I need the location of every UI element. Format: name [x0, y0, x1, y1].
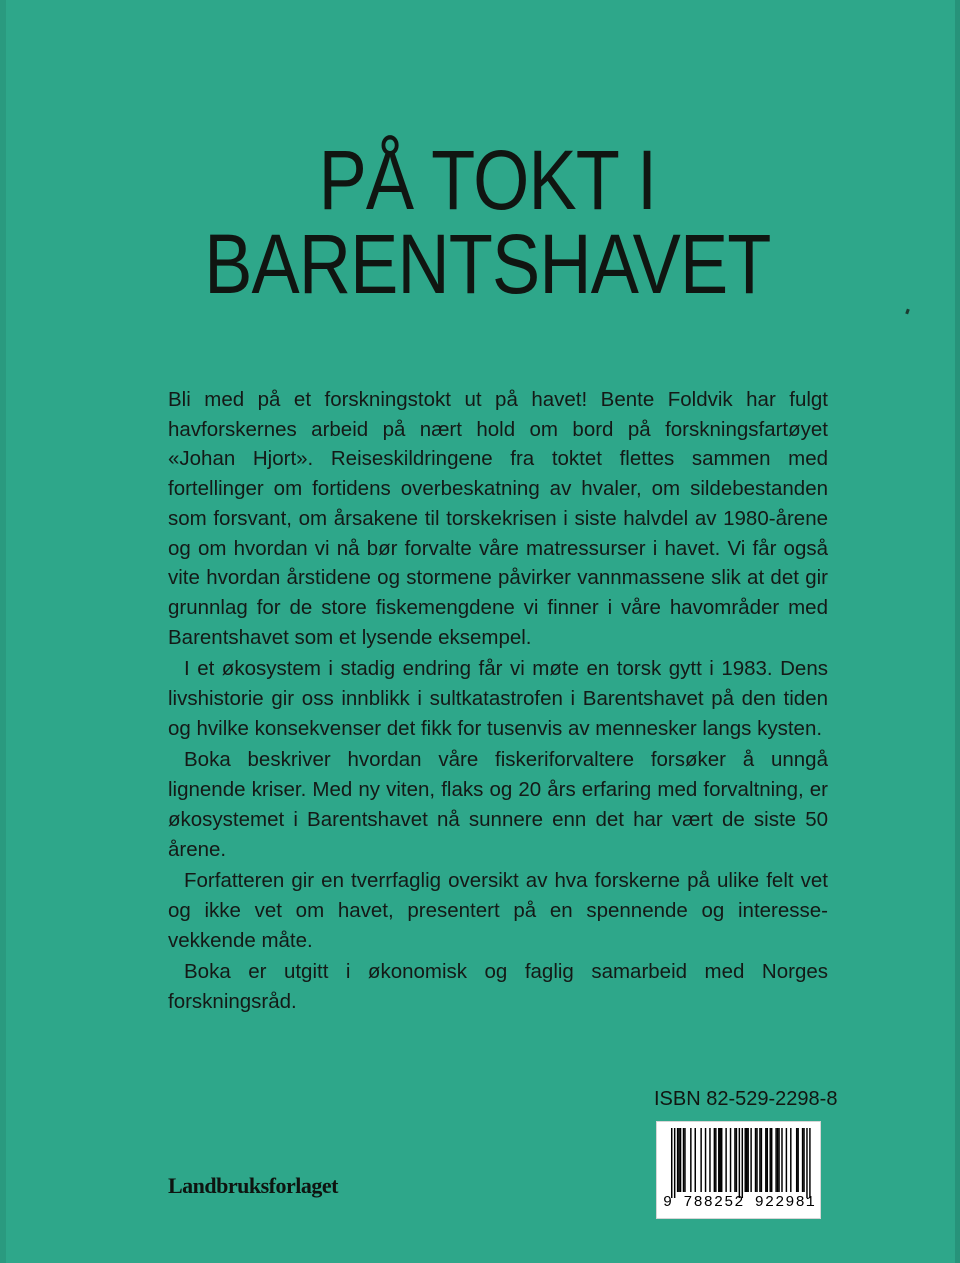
blurb-paragraph-3: Boka beskriver hvordan våre fiskeriforvaltere forsøker å unngå lignende kriser. Med ny viten, flaks og 20 års erfaring med forvaltning, er økosystemet i Barentshavet nå sunnere enn det har vært de siste 50 årene. [168, 748, 828, 861]
barcode-bar [769, 1128, 770, 1192]
barcode-bar [714, 1128, 715, 1192]
barcode-bar [777, 1128, 778, 1192]
barcode-bar [736, 1128, 737, 1192]
blurb-paragraph-4: Forfatteren gir en tverrfaglig oversikt av hva forskerne på ulike felt vet og ikke vet om havet, presentert på en spennende og interessevekkende måte. [168, 869, 828, 952]
barcode-bar [730, 1128, 731, 1192]
barcode-bar [765, 1128, 766, 1192]
blurb-paragraph-5: Boka er utgitt i økonomisk og faglig samarbeid med Norges forskningsråd. [168, 960, 828, 1014]
barcode-bar [690, 1128, 691, 1192]
title-line-1: PÅ TOKT I [318, 133, 657, 227]
publisher-logo: Landbruksforlaget [168, 1173, 338, 1198]
barcode-bar [767, 1128, 768, 1192]
isbn-number: ISBN 82-529-2298-8 [654, 1088, 838, 1110]
barcode-bar [705, 1128, 706, 1192]
barcode-bar [684, 1128, 685, 1192]
barcode-bar [677, 1128, 678, 1192]
barcode-bar [755, 1128, 756, 1192]
barcode-bar [746, 1128, 747, 1192]
barcode [656, 1121, 821, 1219]
print-speck [905, 309, 910, 315]
barcode-bar [734, 1128, 735, 1192]
barcode-bar [715, 1128, 716, 1192]
barcode-bar [709, 1128, 710, 1192]
barcode-bar [678, 1128, 679, 1192]
blurb-text [168, 385, 828, 1017]
barcode-bar [797, 1128, 798, 1192]
barcode-bar [756, 1128, 757, 1192]
barcode-bar [761, 1128, 762, 1192]
barcode-bar [720, 1128, 721, 1192]
barcode-bar [745, 1128, 746, 1192]
barcode-bar [806, 1128, 807, 1198]
blurb-paragraph-2: I et økosystem i stadig endring får vi møte en torsk gytt i 1983. Dens livshistorie gir oss innblikk i sultkatastrofen i Barentshavet på den tiden og hvilke konsekvenser det fikk for tusenvis av mennesker langs kysten. [168, 657, 828, 740]
barcode-digits: 9 788252 922981 [662, 1194, 817, 1211]
barcode-bar [683, 1128, 684, 1192]
barcode-bar [759, 1128, 760, 1192]
barcode-bar [803, 1128, 804, 1192]
barcode-bar [781, 1128, 782, 1192]
barcode-bar [778, 1128, 779, 1192]
barcode-bar [674, 1128, 675, 1198]
barcode-bar [718, 1128, 719, 1192]
barcode-bar [725, 1128, 726, 1192]
barcode-bar [700, 1128, 701, 1192]
barcode-bar [802, 1128, 803, 1192]
barcode-bar [809, 1128, 810, 1198]
barcode-bar [771, 1128, 772, 1192]
barcode-bar [671, 1128, 672, 1198]
blurb-paragraph-1: Bli med på et forskningstokt ut på havet! Bente Foldvik har fulgt havforskernes arbeid på nært hold om bord på forskningsfartøyet «Johan Hjort». Reiseskildringene fra toktet flettes sammen med fortellinger om fortidens overbeskatning av hvaler, om sildebestanden som forsvant, om årsakene til torskekrisen i siste halvdel av 1980-årene og om hvordan vi nå bør forvalte våre matressurser i havet. Vi får også vite hvordan årstidene og stormene påvirker vannmassene slik at det gir grunnlag for de store fiskemengdene vi finner i våre havområder med Barentshavet som et lysende eksempel. [168, 388, 828, 649]
barcode-bar [796, 1128, 797, 1192]
barcode-bar [721, 1128, 722, 1192]
barcode-bar [695, 1128, 696, 1192]
barcode-bar [747, 1128, 748, 1192]
barcode-bar [680, 1128, 681, 1192]
barcode-bar [750, 1128, 751, 1192]
barcode-bar [742, 1128, 743, 1198]
barcode-bar [739, 1128, 740, 1198]
barcode-bar [786, 1128, 787, 1192]
title-line-2: BARENTSHAVET [204, 217, 771, 311]
barcode-bar [775, 1128, 776, 1192]
barcode-bar [790, 1128, 791, 1192]
book-title [75, 133, 901, 311]
